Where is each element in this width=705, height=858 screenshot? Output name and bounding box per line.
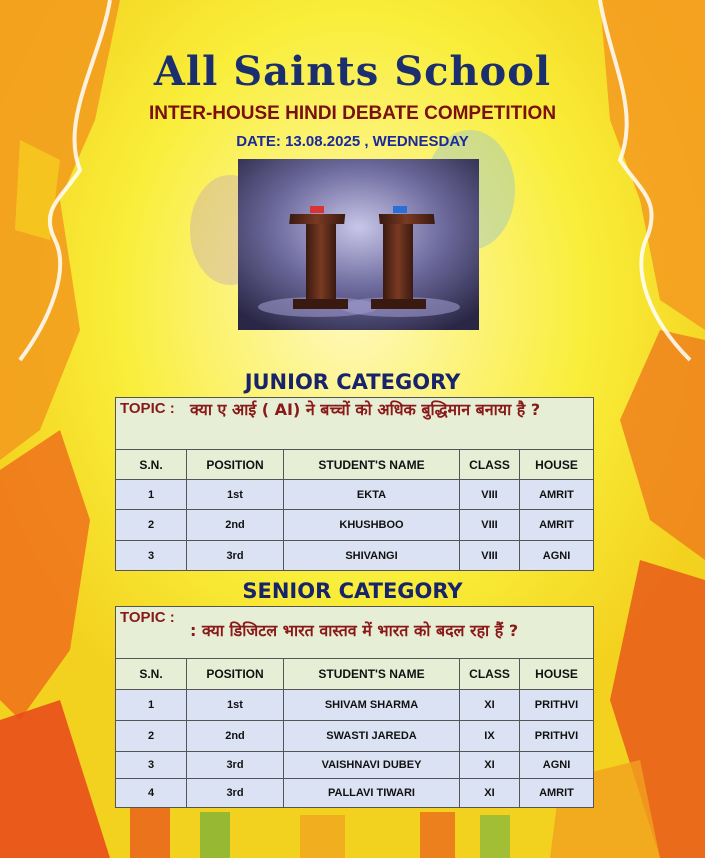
table-row — [116, 752, 594, 779]
debate-podium-image — [238, 159, 479, 330]
senior-results-table — [115, 606, 594, 808]
senior-topic-label: TOPIC : — [120, 609, 175, 626]
cell-class: XI — [460, 752, 520, 779]
cell-student-name: PALLAVI TIWARI — [284, 779, 460, 808]
header-house: HOUSE — [520, 659, 594, 690]
cell-house: AMRIT — [520, 779, 594, 808]
cell-sn: 3 — [116, 752, 187, 779]
cell-position: 2nd — [187, 721, 284, 752]
cell-sn: 3 — [116, 541, 187, 571]
header-student-name: STUDENT'S NAME — [284, 659, 460, 690]
cell-sn: 2 — [116, 721, 187, 752]
cell-student-name: EKTA — [284, 480, 460, 510]
cell-position: 1st — [187, 690, 284, 721]
table-row — [116, 721, 594, 752]
cell-house: AGNI — [520, 541, 594, 571]
cell-house: PRITHVI — [520, 690, 594, 721]
cell-position: 3rd — [187, 541, 284, 571]
header-sn: S.N. — [116, 450, 187, 480]
cell-class: XI — [460, 779, 520, 808]
senior-category-heading: SENIOR CATEGORY — [242, 579, 463, 603]
table-row — [116, 480, 594, 510]
senior-topic-cell — [116, 607, 594, 659]
competition-title: INTER-HOUSE HINDI DEBATE COMPETITION — [148, 103, 557, 124]
event-date: DATE: 13.08.2025 , WEDNESDAY — [236, 133, 469, 150]
cell-student-name: SWASTI JAREDA — [284, 721, 460, 752]
cell-class: XI — [460, 690, 520, 721]
cell-position: 3rd — [187, 779, 284, 808]
cell-student-name: SHIVAM SHARMA — [284, 690, 460, 721]
header-sn: S.N. — [116, 659, 187, 690]
header-house: HOUSE — [520, 450, 594, 480]
cell-class: VIII — [460, 480, 520, 510]
cell-sn: 2 — [116, 510, 187, 541]
junior-category-heading: JUNIOR CATEGORY — [244, 370, 461, 394]
cell-student-name: VAISHNAVI DUBEY — [284, 752, 460, 779]
table-row — [116, 779, 594, 808]
cell-student-name: SHIVANGI — [284, 541, 460, 571]
table-row — [116, 541, 594, 571]
cell-house: AMRIT — [520, 510, 594, 541]
header-position: POSITION — [187, 659, 284, 690]
junior-topic-label: TOPIC : — [120, 400, 175, 417]
cell-sn: 1 — [116, 690, 187, 721]
cell-class: IX — [460, 721, 520, 752]
junior-topic-cell — [116, 398, 594, 450]
junior-results-table — [115, 397, 594, 571]
cell-house: AMRIT — [520, 480, 594, 510]
senior-topic-text: : क्या डिजिटल भारत वास्तव में भारत को बदल रहा हैं ? — [190, 621, 519, 640]
cell-position: 2nd — [187, 510, 284, 541]
header-student-name: STUDENT'S NAME — [284, 450, 460, 480]
cell-sn: 1 — [116, 480, 187, 510]
cell-house: PRITHVI — [520, 721, 594, 752]
header-class: CLASS — [460, 450, 520, 480]
cell-house: AGNI — [520, 752, 594, 779]
cell-class: VIII — [460, 541, 520, 571]
table-row — [116, 510, 594, 541]
header-position: POSITION — [187, 450, 284, 480]
cell-student-name: KHUSHBOO — [284, 510, 460, 541]
school-name: All Saints School — [153, 48, 552, 95]
cell-position: 3rd — [187, 752, 284, 779]
table-row — [116, 690, 594, 721]
header-class: CLASS — [460, 659, 520, 690]
cell-position: 1st — [187, 480, 284, 510]
cell-sn: 4 — [116, 779, 187, 808]
cell-class: VIII — [460, 510, 520, 541]
junior-topic-text: क्या ए आई ( AI) ने बच्चों को अधिक बुद्धिमान बनाया है ? — [190, 400, 541, 419]
